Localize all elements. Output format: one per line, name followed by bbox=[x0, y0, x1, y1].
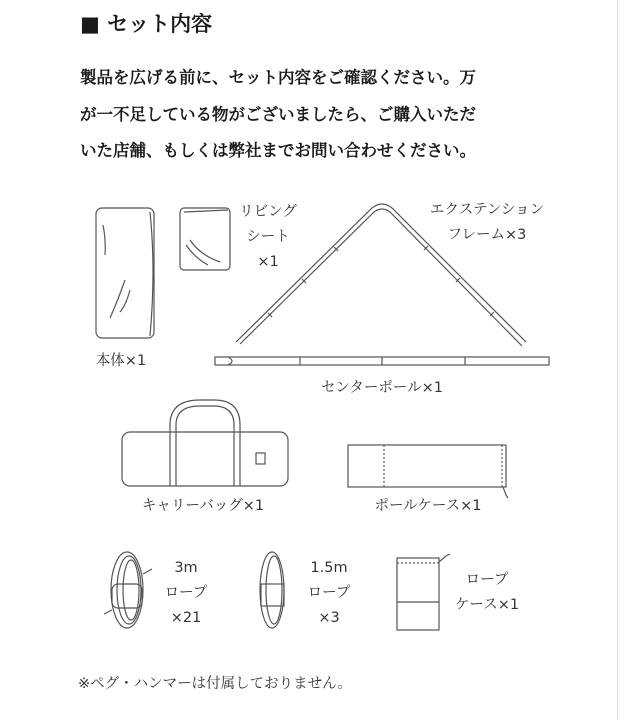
pole-case-illustration bbox=[348, 445, 508, 498]
tent-body-illustration bbox=[96, 208, 154, 338]
rope-case-illustration bbox=[397, 554, 450, 630]
label-line: ×1 bbox=[257, 254, 279, 270]
section-title: ■ セット内容 bbox=[80, 12, 213, 36]
carry-bag-label: キャリーバッグ×1 bbox=[141, 498, 265, 514]
label-line: 1.5m bbox=[310, 560, 348, 576]
label-line: エクステンション bbox=[429, 202, 545, 218]
carry-bag-illustration bbox=[122, 400, 288, 486]
label-line: ×21 bbox=[170, 610, 202, 626]
label-line: フレーム×3 bbox=[447, 227, 527, 243]
intro-line: が一不足している物がございましたら、ご購入いただ bbox=[80, 104, 476, 124]
label-line: 3m bbox=[174, 560, 198, 576]
living-sheet-illustration bbox=[180, 208, 230, 270]
rope-case-label bbox=[455, 568, 519, 618]
living-sheet-label bbox=[239, 200, 297, 275]
label-line: リビング bbox=[239, 204, 297, 220]
label-line: ロープ bbox=[465, 572, 509, 588]
rope-1-5m-label bbox=[308, 556, 351, 631]
body-label: 本体×1 bbox=[95, 353, 147, 369]
label-line: シート bbox=[246, 229, 290, 245]
extension-frame-label bbox=[430, 198, 544, 248]
rope-3m-label bbox=[165, 556, 208, 631]
label-line: ロープ bbox=[307, 585, 351, 601]
label-line: ケース×1 bbox=[454, 597, 520, 613]
pole-case-label: ポールケース×1 bbox=[374, 498, 482, 514]
label-line: ロープ bbox=[164, 585, 208, 601]
label-line: ×3 bbox=[318, 610, 340, 626]
center-pole-illustration bbox=[215, 357, 549, 365]
rope-1-5m-illustration bbox=[260, 552, 284, 628]
footnote: ※ペグ・ハンマーは付属しておりません。 bbox=[78, 676, 353, 692]
rope-3m-illustration bbox=[104, 552, 152, 628]
intro-line: いた店舗、もしくは弊社までお問い合わせください。 bbox=[80, 141, 476, 160]
intro-line: 製品を広げる前に、セット内容をご確認ください。万 bbox=[80, 68, 476, 87]
center-pole-label: センターポール×1 bbox=[320, 380, 444, 396]
